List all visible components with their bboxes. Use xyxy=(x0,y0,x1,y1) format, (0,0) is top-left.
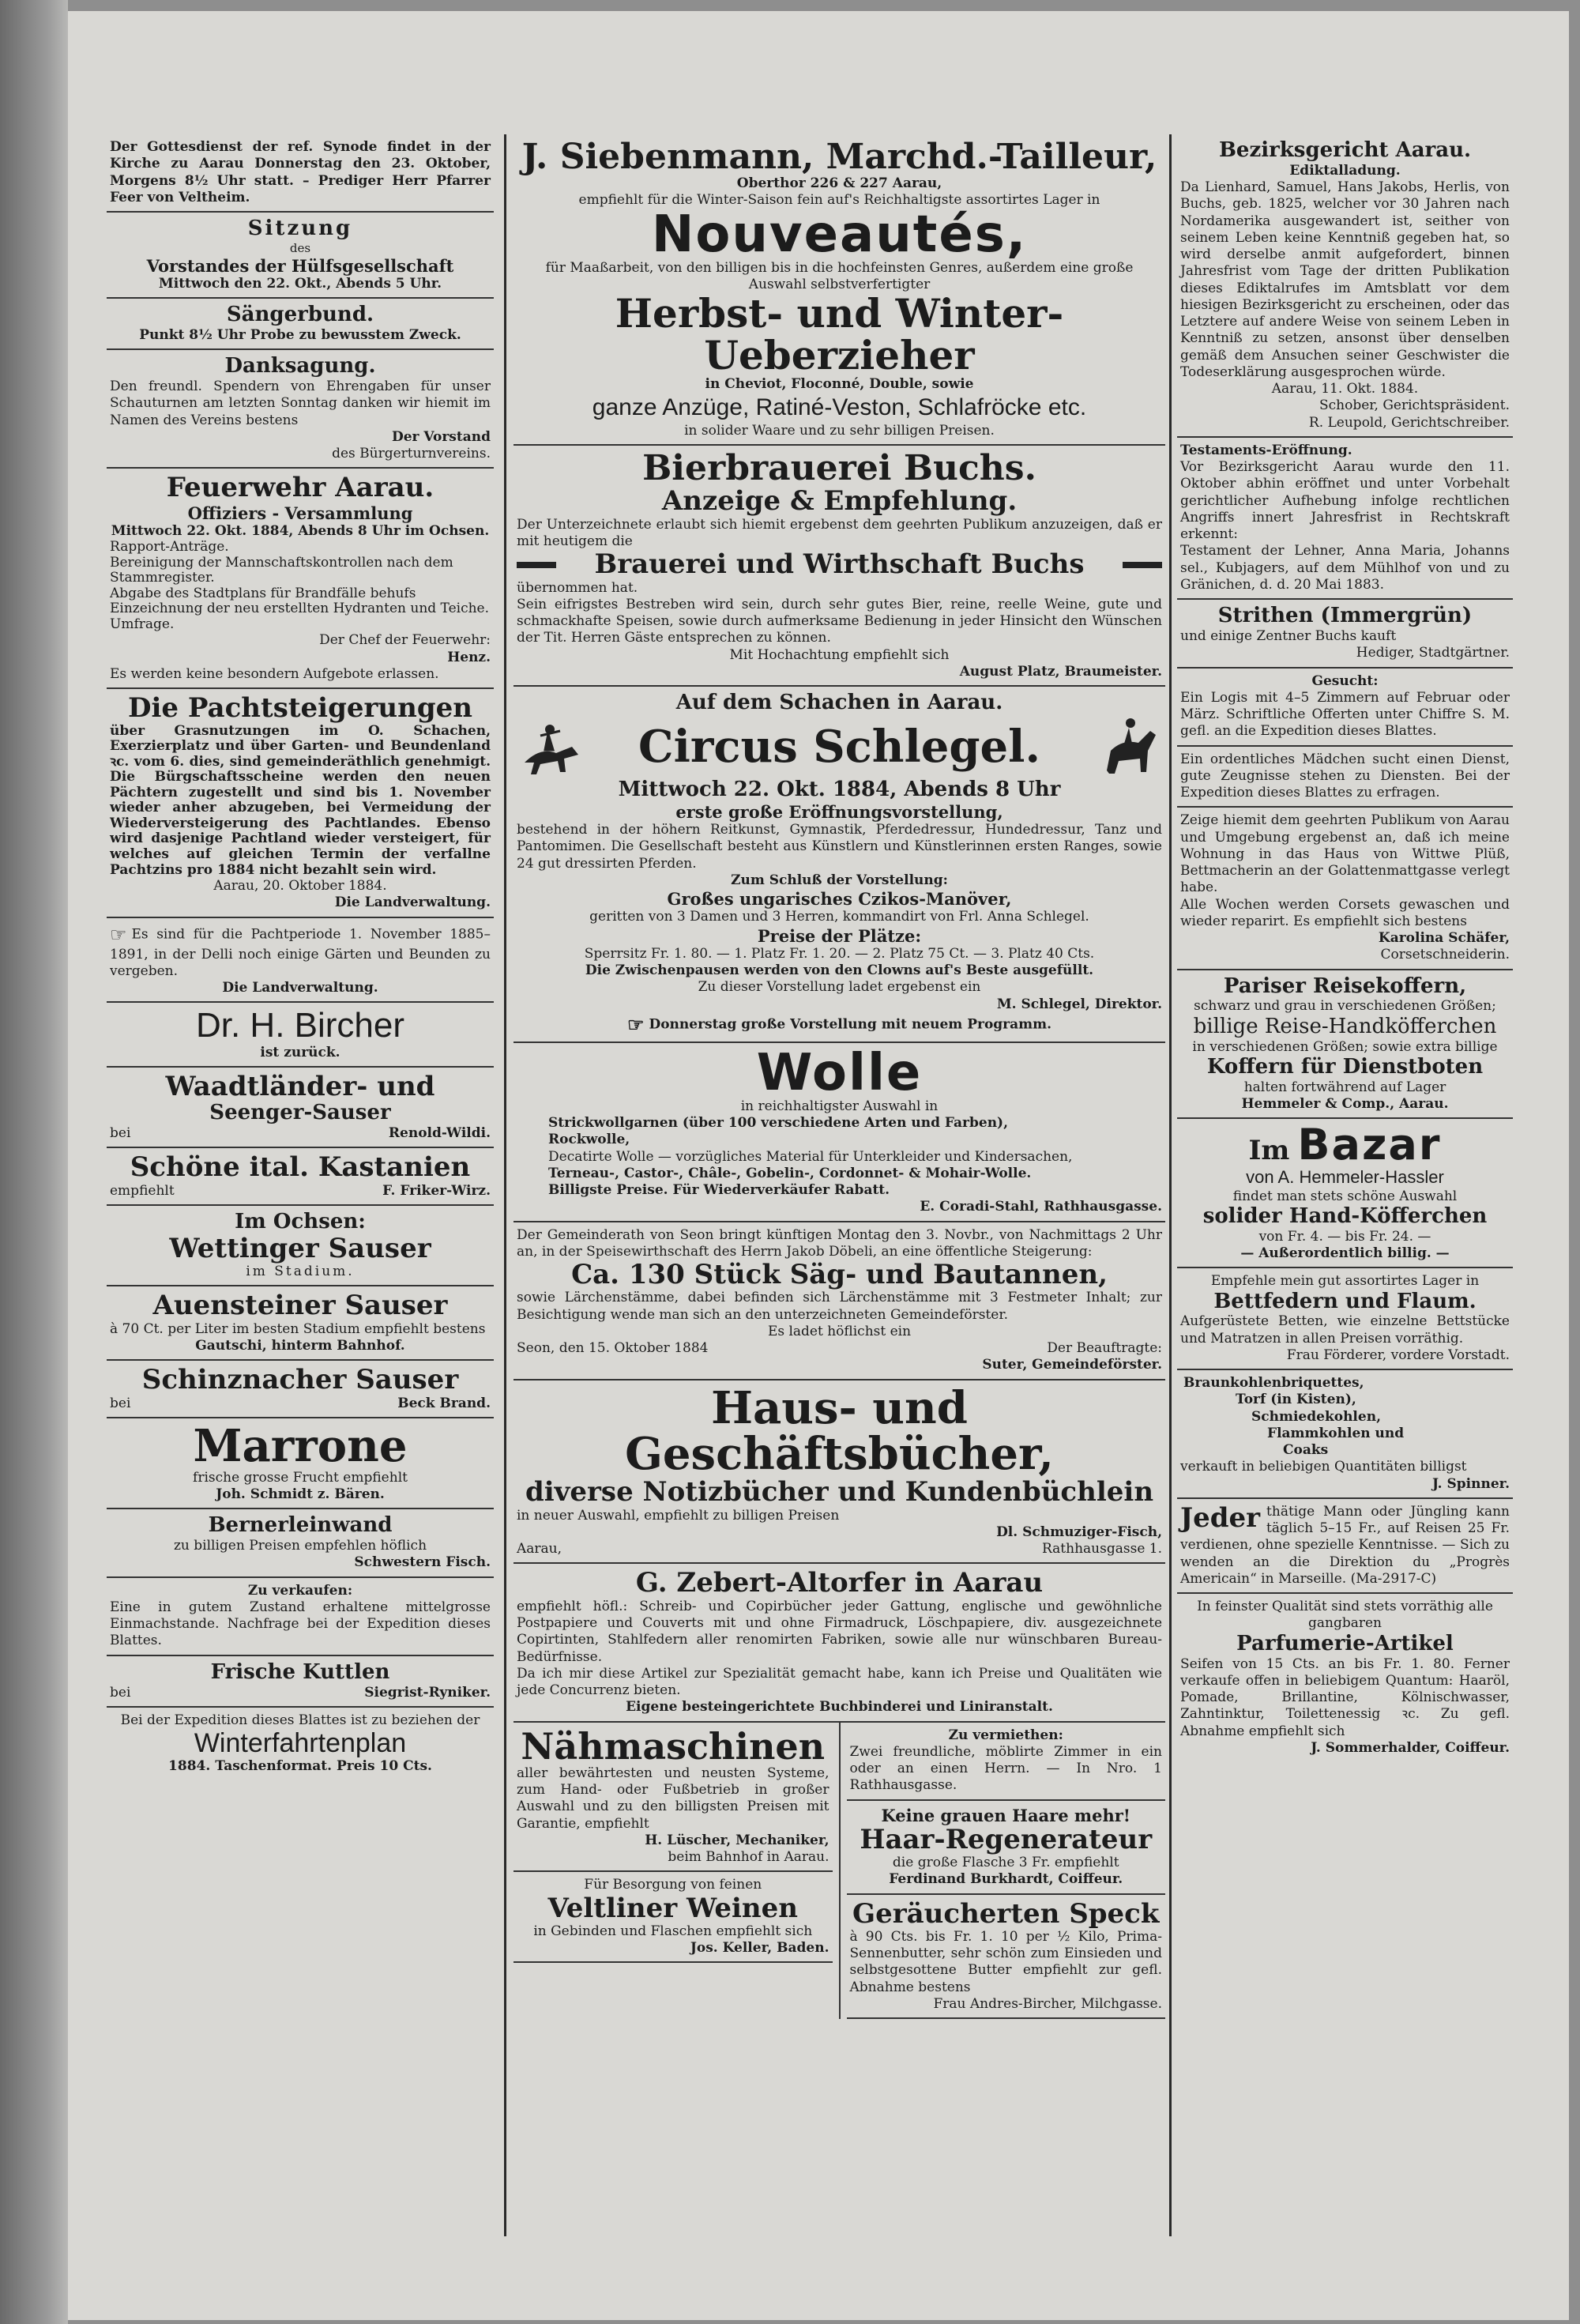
kuttlen-sign: Siegrist-Ryniker. xyxy=(364,1684,491,1701)
parf-title: Parfumerie-Artikel xyxy=(1236,1631,1454,1655)
ad-parfumerie xyxy=(1177,1594,1513,1761)
bazar-head xyxy=(1180,1120,1510,1170)
sieb-text: empfiehlt für die Winter-Saison fein auf's Reichhaltigste assortirtes Lager in xyxy=(578,192,1100,209)
haus-city: Aarau, xyxy=(517,1541,562,1557)
feuerwehr-item: Umfrage. xyxy=(110,616,175,632)
velt-pre: Für Besorgung von feinen xyxy=(584,1877,762,1893)
gesucht-title: Gesucht: xyxy=(1311,672,1379,689)
ad-vermieten xyxy=(847,1723,1166,1801)
right-column xyxy=(1177,134,1513,2236)
bazar-foot: — Außerordentlich billig. — xyxy=(1240,1245,1450,1262)
book-spine-shadow xyxy=(0,0,68,2324)
auen-title: Auensteiner Sauser xyxy=(152,1290,448,1322)
haus-sign2: Rathhausgasse 1. xyxy=(1041,1541,1162,1557)
column-rule-left xyxy=(504,134,506,2236)
wolle-sign: E. Coradi-Stahl, Rathhausgasse. xyxy=(920,1199,1162,1215)
velt-text: in Gebinden und Flaschen empfiehlt sich xyxy=(533,1923,813,1939)
seon-footer xyxy=(517,1340,1162,1357)
decorative-bar xyxy=(517,562,556,568)
bett-sign: Frau Förderer, vordere Vorstadt. xyxy=(1286,1347,1510,1363)
ad-jeder xyxy=(1177,1499,1513,1594)
ad-pacht2 xyxy=(107,918,494,1004)
wolle-sub: in reichhaltigster Auswahl in xyxy=(740,1098,939,1114)
kohle-text: verkauft in beliebigen Quantitäten billigst xyxy=(1180,1459,1467,1475)
ad-feuerwehr xyxy=(107,469,494,689)
ad-sitzung xyxy=(107,213,494,299)
zebert-text: empfiehlt höfl.: Schreib- und Copirbücher jeder Gattung, englische und gewöhnliche Postpapiere und Couverts mit und ohne Firmadruck, Löschpapiere, div. ausgezeichnete Copirtinten, Stahlfedern aller renomirten Fabriken, sowie alle nur wünschbaren Bureau-Bedürfnisse. xyxy=(517,1598,1162,1665)
gesucht-text: Ein Logis mit 4–5 Zimmern auf Februar oder März. Schriftliche Offerten unter Chiffre S. M. gefl. an die Expedition dieses Blattes. xyxy=(1180,689,1510,740)
ad-haar xyxy=(847,1801,1166,1895)
sieb-addr: Oberthor 226 & 227 Aarau, xyxy=(736,175,942,192)
edikt-sign2: R. Leupold, Gerichtschreiber. xyxy=(1308,414,1510,431)
wolle-title: Wolle xyxy=(756,1043,923,1102)
marrone-sign: Joh. Schmidt z. Bären. xyxy=(216,1486,385,1503)
auen-sign: Gautschi, hinterm Bahnhof. xyxy=(195,1338,405,1354)
bircher-title: Dr. H. Bircher xyxy=(195,1006,405,1045)
circus-foot-text: Donnerstag große Vorstellung mit neuem Programm. xyxy=(649,1016,1052,1033)
maedchen-text: Ein ordentliches Mädchen sucht einen Dienst, gute Zeugnisse stehen zu Diensten. Bei der Expedition dieses Blattes zu erfragen. xyxy=(1180,751,1510,801)
ad-circus xyxy=(514,687,1165,1043)
bier-text: Der Unterzeichnete erlaubt sich hiemit ergebenst dem geehrten Publikum anzuzeigen, daß er mit heutigem die xyxy=(517,516,1162,550)
bircher-text: ist zurück. xyxy=(260,1044,340,1060)
paris-title: Pariser Reisekoffern, xyxy=(1223,974,1467,998)
kuttlen-title: Frische Kuttlen xyxy=(210,1659,390,1684)
feuerwehr-sub: Offiziers - Versammlung xyxy=(187,503,413,523)
circus-sign: M. Schlegel, Direktor. xyxy=(996,996,1162,1012)
berner-sign: Schwestern Fisch. xyxy=(354,1554,491,1571)
pacht-sign: Die Landverwaltung. xyxy=(334,895,491,911)
kuttlen-footer xyxy=(110,1685,491,1701)
haar-sign: Ferdinand Burkhardt, Coiffeur. xyxy=(889,1871,1123,1888)
circus-schluss: Zum Schluß der Vorstellung: xyxy=(731,872,948,888)
edikt-text: Da Lienhard, Samuel, Hans Jakobs, Herlis, von Buchs, geb. 1825, welcher vor 30 Jahren nach Nordamerika ausgewandert ist, seither von seinem Leben keine Kenntniß gegeben hat, so wird derselbe anmit aufgefordert, binnen Jahresfrist vom Tage der dritten Publikation dieses Ediktalrufes im Amtsblatt vor dem hiesigen Bezirksgericht zu erscheinen, oder das Letztere auf andere Weise von seinem Leben in Kenntniß zu setzen, ansonst über denselben gemäß dem Ansuchen seiner Geschwister die Todeserklärung ausgesprochen würde. xyxy=(1180,179,1510,380)
test-text: Vor Bezirksgericht Aarau wurde den 11. Oktober abhin eröffnet und unter Vorbehalt gerichtlicher Aufhebung infolge rechtlichen Angriffs innert Jahresfrist in Rechtskraft erkennt: xyxy=(1180,459,1510,543)
bier-title: Bierbrauerei Buchs. xyxy=(642,448,1036,489)
decorative-bar xyxy=(1123,562,1162,568)
sitzung-vorstand: Vorstandes der Hülfsgesellschaft xyxy=(146,255,454,276)
haus-footer xyxy=(517,1541,1162,1557)
naeh-sign1: H. Lüscher, Mechaniker, xyxy=(645,1832,830,1848)
feuerwehr-item: Rapport-Anträge. xyxy=(110,539,229,556)
ad-veltliner xyxy=(514,1872,833,1963)
pacht2-sign: Die Landverwaltung. xyxy=(222,980,378,996)
ochsen-title: Im Ochsen: xyxy=(235,1209,366,1234)
berner-text: zu billigen Preisen empfehlen höflich xyxy=(173,1538,427,1554)
vermieten-text: Zwei freundliche, möblirte Zimmer in ein oder an einen Herrn. — In Nro. 1 Rathhausgasse. xyxy=(849,1743,1162,1794)
bottom-split-left xyxy=(514,1723,841,2020)
ad-zebert xyxy=(514,1564,1165,1722)
wolle-item: Strickwollgarnen (über 100 verschiedene Arten und Farben), xyxy=(548,1115,1009,1131)
haus-text: in neuer Auswahl, empfiehlt zu billigen Preisen xyxy=(517,1507,840,1524)
kohle-item: Schmiedekohlen, xyxy=(1251,1408,1381,1425)
paris-title3: Koffern für Dienstboten xyxy=(1206,1054,1484,1079)
marrone-title: Marrone xyxy=(193,1420,408,1472)
schinz-title: Schinznacher Sauser xyxy=(141,1364,459,1396)
feuerwehr-note: Es werden keine besondern Aufgebote erlassen. xyxy=(110,665,439,682)
jeder-text: thätige Mann oder Jüngling kann täglich 5–15 Fr., auf Reisen 25 Fr. verdienen, ohne spezielle Kenntnisse. — Sich zu wenden an die Direktion du „Progrès Americain“ in Marseille. (Ma-2917-C) xyxy=(1180,1503,1510,1587)
velt-sign: Jos. Keller, Baden. xyxy=(690,1940,830,1957)
bier-head: Brauerei und Wirthschaft Buchs xyxy=(594,548,1085,581)
feuerwehr-item: Abgabe des Stadtplans für Brandfälle behufs Einzeichnung der neu erstellten Hydranten und Teiche. xyxy=(110,585,490,617)
parf-sign: J. Sommerhalder, Coiffeur. xyxy=(1311,1739,1510,1756)
sieb-anzuege: ganze Anzüge, Ratiné-Veston, Schlafröcke etc. xyxy=(592,394,1087,421)
ad-bezirksgericht xyxy=(1177,134,1513,438)
pacht-title: Die Pachtsteigerungen xyxy=(128,692,472,725)
ad-geschaeftsbuecher xyxy=(514,1380,1165,1565)
circus-clowns: Die Zwischenpausen werden von den Clowns auf's Beste ausgefüllt. xyxy=(585,962,1094,978)
kast-footer xyxy=(110,1183,491,1200)
feuerwehr-item: Bereinigung der Mannschaftskontrollen nach dem Stammregister. xyxy=(110,554,453,586)
danksagung-sign2: des Bürgerturnvereins. xyxy=(332,446,491,462)
kast-title: Schöne ital. Kastanien xyxy=(130,1151,471,1184)
sieb-nouveautes: Nouveautés, xyxy=(651,205,1028,264)
pacht-text: über Grasnutzungen im O. Schachen, Exerzierplatz und über Garten- und Beundenland ꝛc. vom 6. dies, sind gemeinderäthlich genehmigt. Die Bürgschaftsscheine werden den neuen Pächtern zugestellt und sind bis 1. November wieder anher abzugeben, bei Vermeidung der Wiederversteigerung des Pachtlandes. Ebenso wird dasjenige Pachtland wieder versteigert, für welches auf gleichen Termin der verfallne Pachtzins pro 1884 nicht bezahlt sein wird. xyxy=(110,722,491,878)
auen-text: à 70 Ct. per Liter im besten Stadium empfiehlt bestens xyxy=(110,1320,486,1337)
paris-text3: halten fortwährend auf Lager xyxy=(1243,1079,1446,1095)
velt-title: Veltliner Weinen xyxy=(547,1892,798,1924)
marrone-text: frische grosse Frucht empfiehlt xyxy=(193,1469,408,1486)
circus-manoever2: geritten von 3 Damen und 3 Herren, kommandirt von Frl. Anna Schlegel. xyxy=(589,909,1089,925)
bier-text3: Sein eifrigstes Bestreben wird sein, durch sehr gutes Bier, reine, reelle Weine, gute und schmackhafte Speisen, sowie durch aufmerksame Bedienung in jeder Hinsicht den Wünschen der Tit. Herren Gäste entsprechen zu können. xyxy=(517,596,1162,646)
wolle-item: Terneau-, Castor-, Châle-, Gobelin-, Cordonnet- & Mohair-Wolle. xyxy=(548,1165,1032,1181)
test-title: Testaments-Eröffnung. xyxy=(1180,442,1352,458)
parf-pre: In feinster Qualität sind stets vorräthig alle gangbaren xyxy=(1197,1599,1493,1632)
circus-time: Mittwoch 22. Okt. 1884, Abends 8 Uhr xyxy=(618,778,1061,802)
ad-wolle xyxy=(514,1043,1165,1222)
bazar-im: Im xyxy=(1248,1135,1290,1167)
kast-sign: F. Friker-Wirz. xyxy=(382,1182,491,1199)
seon-sign: Suter, Gemeindeförster. xyxy=(982,1357,1162,1373)
ad-testament xyxy=(1177,438,1513,600)
kast-empf: empfiehlt xyxy=(110,1182,175,1199)
pointing-hand-icon: ☞ xyxy=(110,923,127,946)
ad-gottesdienst xyxy=(107,134,494,213)
vermieten-title: Zu vermiethen: xyxy=(948,1727,1063,1743)
bier-gruss: Mit Hochachtung empfiehlt sich xyxy=(729,646,950,663)
jeder-title: Jeder xyxy=(1180,1501,1261,1534)
ad-schinznacher xyxy=(107,1361,494,1418)
parf-text: Seifen von 15 Cts. an bis Fr. 1. 80. Ferner verkaufe offen in beliebigem Quantum: Haaröl, Pomade, Brillantine, Kölnischwasser, Zahntinktur, Toilettenessig ꝛc. Zu gefl. Abnahme empfiehlt sich xyxy=(1180,1655,1510,1739)
naeh-text: aller bewährtesten und neusten Systeme, zum Hand- oder Fußbetrieb in großer Auswahl und zu den billigsten Preisen mit Garantie, empfiehlt xyxy=(517,1765,830,1832)
seon-beauf: Der Beauftragte: xyxy=(1047,1340,1162,1357)
waadt-title2: Seenger-Sauser xyxy=(209,1101,391,1125)
ad-bazar xyxy=(1177,1119,1513,1268)
danksagung-sign1: Der Vorstand xyxy=(391,428,491,445)
pacht2-body: Es sind für die Pachtperiode 1. November 1885–1891, in der Delli noch einige Gärten und Beunden zu vergeben. xyxy=(110,926,491,979)
haar-title1: Keine grauen Haare mehr! xyxy=(881,1805,1131,1825)
ad-strithen xyxy=(1177,600,1513,668)
bottom-split-right xyxy=(841,1723,1166,2020)
paris-title2: billige Reise-Handköfferchen xyxy=(1193,1014,1497,1038)
schinz-sign: Beck Brand. xyxy=(397,1395,491,1411)
korsett-text2: Alle Wochen werden Corsets gewaschen und wieder reparirt. Es empfiehlt sich bestens xyxy=(1180,896,1510,929)
bazar-title2: solider Hand-Köfferchen xyxy=(1202,1203,1488,1228)
verkaufen-text: Eine in gutem Zustand erhaltene mittelgrosse Einmachstande. Nachfrage bei der Expedition dieses Blattes. xyxy=(110,1599,491,1649)
circus-preise: Preise der Plätze: xyxy=(757,925,922,946)
paris-sign: Hemmeler & Comp., Aarau. xyxy=(1241,1095,1449,1112)
winter-title: Winterfahrtenplan xyxy=(194,1728,407,1759)
ad-saengerbund xyxy=(107,299,494,350)
ad-kohlen xyxy=(1177,1370,1513,1499)
sieb-herbst: Herbst- und Winter-Ueberzieher xyxy=(615,290,1064,379)
circus-title: Circus Schlegel. xyxy=(638,720,1040,773)
speck-text: à 90 Cts. bis Fr. 1. 10 per ½ Kilo, Prima-Sennenbutter, sehr schön zum Einsieden und selbstgesottene Butter empfiehlt zur gefl. Abnahme bestens xyxy=(849,1928,1162,1995)
circus-ladet: Zu dieser Vorstellung ladet ergebenst ein xyxy=(698,979,981,996)
feuerwehr-sign2: Henz. xyxy=(447,649,491,665)
bett-text: Aufgerüstete Betten, wie einzelne Bettstücke und Matratzen in allen Preisen vorräthig. xyxy=(1180,1313,1510,1347)
feuerwehr-time: Mittwoch 22. Okt. 1884, Abends 8 Uhr im Ochsen. xyxy=(111,522,490,539)
wolle-item: Rockwolle, xyxy=(548,1132,630,1148)
verkaufen-title: Zu verkaufen: xyxy=(247,1582,353,1599)
winter-foot: 1884. Taschenformat. Preis 10 Cts. xyxy=(168,1758,432,1775)
ad-reisekoffern xyxy=(1177,970,1513,1120)
left-column xyxy=(107,134,494,2236)
winter-pre: Bei der Expedition dieses Blattes ist zu beziehen der xyxy=(120,1712,480,1728)
circus-sub: erste große Eröffnungsvorstellung, xyxy=(675,801,1003,822)
pacht2-text xyxy=(110,923,491,981)
ad-speck xyxy=(847,1895,1166,2020)
danksagung-text: Den freundl. Spendern von Ehrengaben für unser Schauturnen am letzten Sonntag danken wir hiemit im Namen des Vereins bestens xyxy=(110,379,491,428)
bier-sign: August Platz, Braumeister. xyxy=(959,663,1162,680)
zebert-foot: Eigene besteingerichtete Buchbinderei und Liniranstalt. xyxy=(626,1699,1053,1716)
circus-plaetze: Sperrsitz Fr. 1. 80. — 1. Platz Fr. 1. 20. — 2. Platz 75 Ct. — 3. Platz 40 Cts. xyxy=(584,945,1095,962)
bazar-von: von A. Hemmeler-Hassler xyxy=(1246,1167,1444,1188)
kohle-sign: J. Spinner. xyxy=(1431,1475,1510,1492)
bazar-title: Bazar xyxy=(1297,1120,1442,1170)
kohle-item: Torf (in Kisten), xyxy=(1236,1392,1356,1408)
ad-marrone xyxy=(107,1418,494,1509)
ad-pacht xyxy=(107,689,494,917)
bazar-text: findet man stets schöne Auswahl xyxy=(1232,1188,1458,1204)
feuerwehr-sign1: Der Chef der Feuerwehr: xyxy=(319,632,491,649)
ad-siebenmann xyxy=(514,134,1165,446)
circus-rider-right-icon xyxy=(1091,715,1162,778)
kohle-item: Coaks xyxy=(1283,1442,1329,1459)
sieb-stoffe: in Cheviot, Floconné, Double, sowie xyxy=(705,376,974,393)
circus-manoever: Großes ungarisches Czikos-Manöver, xyxy=(667,889,1012,910)
sitzung-des: des xyxy=(289,240,311,255)
strith-sign: Hediger, Stadtgärtner. xyxy=(1356,645,1510,661)
korsett-sign1: Karolina Schäfer, xyxy=(1378,930,1510,947)
bett-title: Bettfedern und Flaum. xyxy=(1213,1289,1477,1313)
sieb-title: J. Siebenmann, Marchd.-Tailleur, xyxy=(521,137,1157,177)
test-text2: Testament der Lehner, Anna Maria, Johanns sel., Kubjagers, auf dem Mühlhof von und zu Gränichen, d. d. 20 Mai 1883. xyxy=(1180,543,1510,593)
haus-sign1: Dl. Schmuziger-Fisch, xyxy=(996,1524,1162,1540)
paris-text: schwarz und grau in verschiedenen Größen; xyxy=(1194,998,1496,1015)
ad-kastanien xyxy=(107,1148,494,1206)
strith-title: Strithen (Immergrün) xyxy=(1217,604,1473,628)
ad-gesucht xyxy=(1177,669,1513,747)
ad-bernerleinwand xyxy=(107,1509,494,1577)
column-rule-right xyxy=(1169,134,1172,2236)
sieb-text2: für Maaßarbeit, von den billigen bis in die hochfeinsten Genres, außerdem eine große Auswahl selbstverfertigter xyxy=(545,259,1134,292)
haar-text: die große Flasche 3 Fr. empfiehlt xyxy=(892,1855,1119,1871)
circus-text: bestehend in der höhern Reitkunst, Gymnastik, Pferdedressur, Hundedressur, Tanz und Pantomimen. Die Gesellschaft besteht aus Künstlern und Künstlerinnen ersten Ranges, sowie 24 gut dressirten Pferden. xyxy=(517,822,1162,872)
saengerbund-text: Punkt 8½ Uhr Probe zu bewusstem Zweck. xyxy=(139,326,461,343)
sieb-foot: in solider Waare und zu sehr billigen Preisen. xyxy=(684,422,995,439)
ad-bierbrauerei xyxy=(514,446,1165,687)
paris-text2: in verschiedenen Größen; sowie extra billige xyxy=(1192,1038,1498,1055)
waadt-bei: bei xyxy=(110,1125,131,1142)
naeh-title: Nähmaschinen xyxy=(521,1724,826,1768)
bier-text2: übernommen hat. xyxy=(517,579,638,596)
circus-header xyxy=(517,715,1162,778)
ad-waadt xyxy=(107,1068,494,1149)
ad-ochsen xyxy=(107,1206,494,1287)
pacht-date: Aarau, 20. Oktober 1884. xyxy=(213,878,387,895)
pointing-hand-icon: ☞ xyxy=(626,1012,645,1036)
ad-auensteiner xyxy=(107,1286,494,1361)
bottom-split xyxy=(514,1723,1165,2020)
zebert-title: G. Zebert-Altorfer in Aarau xyxy=(635,1567,1044,1599)
korsett-sign2: Corsetschneiderin. xyxy=(1380,947,1510,963)
feuerwehr-title: Feuerwehr Aarau. xyxy=(166,472,434,504)
circus-foot xyxy=(517,1013,1162,1037)
ad-winterfahrtenplan xyxy=(107,1708,494,1780)
circus-pre: Auf dem Schachen in Aarau. xyxy=(675,691,1003,715)
seon-text: Der Gemeinderath von Seon bringt künftigen Montag den 3. Novbr., von Nachmittags 2 Uhr an, in der Speisewirthschaft des Herrn Jakob Döbeli, an eine öffentliche Steigerung: xyxy=(517,1226,1162,1260)
sitzung-title: Sitzung xyxy=(247,217,353,240)
danksagung-title: Danksagung. xyxy=(224,354,376,379)
strith-text: und einige Zentner Buchs kauft xyxy=(1180,628,1397,645)
waadt-sign: Renold-Wildi. xyxy=(388,1125,491,1142)
ad-bettfedern xyxy=(1177,1268,1513,1370)
ochsen-title2: Wettinger Sauser xyxy=(169,1232,431,1264)
circus-rider-left-icon xyxy=(517,715,588,778)
ad-naehmaschinen xyxy=(514,1723,833,1873)
naeh-sign2: beim Bahnhof in Aarau. xyxy=(668,1849,830,1866)
bier-head-row xyxy=(517,550,1162,579)
wolle-item: Billigste Preise. Für Wiederverkäufer Rabatt. xyxy=(548,1182,890,1198)
wolle-item: Decatirte Wolle — vorzügliches Material für Unterkleider und Kindersachen, xyxy=(548,1148,1073,1165)
kohle-item: Braunkohlenbriquettes, xyxy=(1183,1375,1364,1392)
seon-title: Ca. 130 Stück Säg- und Bautannen, xyxy=(571,1259,1108,1290)
schinz-bei: bei xyxy=(110,1395,131,1411)
speck-sign: Frau Andres-Bircher, Milchgasse. xyxy=(933,1995,1162,2012)
bazar-price: von Fr. 4. — bis Fr. 24. — xyxy=(1258,1228,1431,1245)
edikt-title: Ediktalladung. xyxy=(1289,162,1401,179)
seon-text2: sowie Lärchenstämme, dabei befinden sich Lärchenstämme mit 3 Festmeter Inhalt; zur Besichtigung wende man sich an den unterzeichneten Gemeindeförster. xyxy=(517,1290,1162,1323)
korsett-text: Zeige hiemit dem geehrten Publikum von Aarau und Umgebung ergebenst an, daß ich meine Wohnung in das Haus von Wittwe Plüß, Bettmacherin an der Golattenmattgasse verlegt habe. xyxy=(1180,812,1510,896)
seon-ladet: Es ladet höflichst ein xyxy=(767,1323,912,1339)
haar-title2: Haar-Regenerateur xyxy=(860,1823,1153,1855)
seon-date: Seon, den 15. Oktober 1884 xyxy=(517,1340,709,1357)
ad-bircher xyxy=(107,1003,494,1067)
haus-sub: diverse Notizbücher und Kundenbüchlein xyxy=(525,1476,1154,1509)
sitzung-time: Mittwoch den 22. Okt., Abends 5 Uhr. xyxy=(158,275,442,292)
ad-verkaufen xyxy=(107,1578,494,1656)
middle-column xyxy=(514,134,1165,2236)
haus-title: Haus- und Geschäftsbücher, xyxy=(625,1381,1054,1481)
wolle-items xyxy=(517,1115,1162,1199)
kohle-item: Flammkohlen und xyxy=(1267,1425,1405,1441)
bez-title: Bezirksgericht Aarau. xyxy=(1218,138,1472,162)
ad-kuttlen xyxy=(107,1656,494,1708)
bier-sub: Anzeige & Empfehlung. xyxy=(661,485,1018,518)
waadt-footer xyxy=(110,1125,491,1142)
gottesdienst-text: Der Gottesdienst der ref. Synode findet in der Kirche zu Aarau Donnerstag den 23. Oktober, Morgens 8½ Uhr statt. – Prediger Herr Pfarrer Feer von Veltheim. xyxy=(110,139,491,205)
berner-title: Bernerleinwand xyxy=(208,1513,393,1538)
zebert-text2: Da ich mir diese Artikel zur Spezialität gemacht habe, kann ich Preise und Qualitäten wie jede Concurrenz bieten. xyxy=(517,1665,1162,1699)
feuerwehr-items xyxy=(110,540,491,632)
edikt-date: Aarau, 11. Okt. 1884. xyxy=(1271,381,1419,397)
speck-title: Geräucherten Speck xyxy=(852,1897,1160,1930)
schinz-footer xyxy=(110,1396,491,1412)
ad-seon xyxy=(514,1222,1165,1380)
ad-maedchen xyxy=(1177,747,1513,808)
ad-danksagung xyxy=(107,350,494,469)
ochsen-text: im Stadium. xyxy=(246,1264,355,1280)
ad-korsett xyxy=(1177,808,1513,970)
bett-pre: Empfehle mein gut assortirtes Lager in xyxy=(1210,1273,1480,1290)
edikt-sign1: Schober, Gerichtspräsident. xyxy=(1319,397,1510,414)
saengerbund-title: Sängerbund. xyxy=(226,303,374,327)
kuttlen-bei: bei xyxy=(110,1684,131,1701)
waadt-title1: Waadtländer- und xyxy=(165,1070,435,1102)
